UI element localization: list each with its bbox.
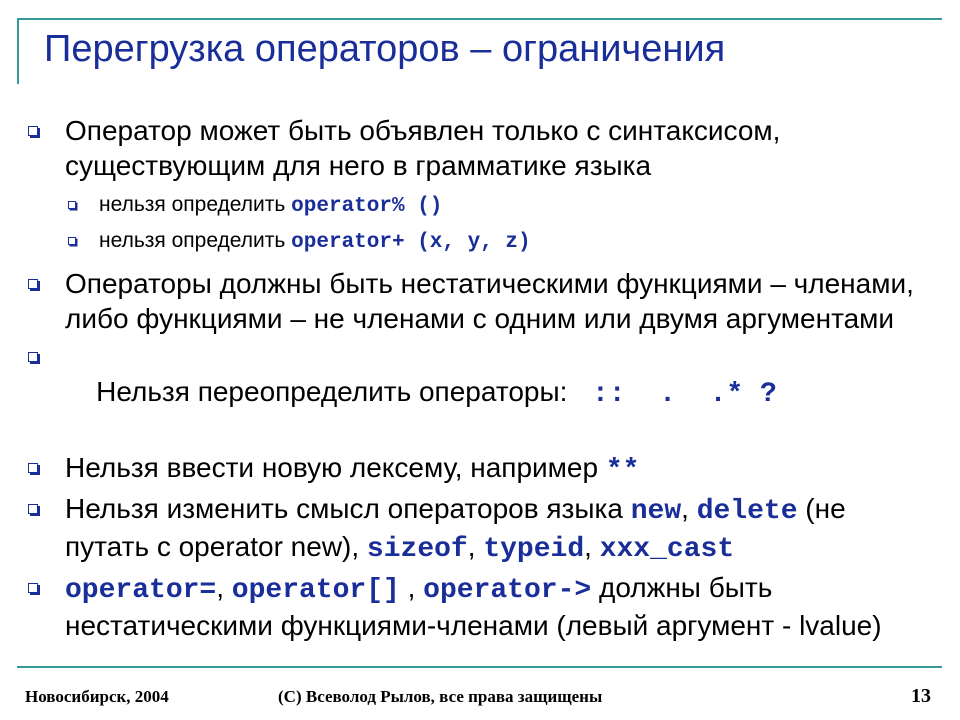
page-number: 13 bbox=[911, 685, 931, 707]
bullet-item-3 bbox=[0, 339, 915, 447]
code-part: xxx_cast bbox=[599, 534, 735, 565]
slide-content bbox=[0, 113, 960, 646]
square-bullet-icon bbox=[68, 237, 76, 245]
code-part: operator% () bbox=[291, 195, 443, 218]
code-part: delete bbox=[696, 496, 798, 527]
bullet-text bbox=[65, 115, 780, 181]
text-part: , bbox=[399, 572, 424, 603]
code-part: new bbox=[630, 496, 682, 527]
bullet-item-5 bbox=[0, 491, 915, 567]
text-part: , bbox=[467, 531, 484, 562]
footer-rule bbox=[17, 666, 942, 668]
text-part: должны быть нестатическими функциями-членами (левый аргумент - lvalue) bbox=[65, 572, 882, 641]
square-bullet-icon bbox=[28, 504, 38, 514]
text-part: Оператор может быть объявлен только с синтаксисом, существующим для него в грамматике языка bbox=[65, 115, 781, 181]
sub-bullet-item-2 bbox=[0, 224, 899, 260]
code-part: operator+ (x, y, z) bbox=[291, 231, 531, 254]
square-bullet-icon bbox=[28, 126, 38, 136]
square-bullet-icon bbox=[28, 583, 38, 593]
bullet-item-1 bbox=[0, 113, 915, 183]
code-part: operator-> bbox=[423, 575, 592, 606]
code-part: sizeof bbox=[366, 534, 468, 565]
bullet-item-4 bbox=[0, 450, 915, 488]
text-part: , bbox=[216, 572, 232, 603]
text-part: , bbox=[584, 531, 600, 562]
text-part: Операторы должны быть нестатическими функциями – членами, либо функциями – не членами с одним или двумя аргументами bbox=[65, 268, 914, 334]
square-bullet-icon bbox=[68, 201, 76, 209]
bullet-item-2 bbox=[0, 266, 915, 336]
title-rule bbox=[17, 18, 942, 20]
code-part: :: . .* ? bbox=[575, 379, 777, 410]
bullet-item-6 bbox=[0, 570, 915, 643]
code-part: typeid bbox=[483, 534, 585, 565]
square-bullet-icon bbox=[28, 352, 38, 362]
code-part: ** bbox=[605, 455, 640, 486]
title-rule-left bbox=[17, 18, 19, 84]
text-part: Нельзя ввести новую лексему, например bbox=[65, 452, 606, 483]
square-bullet-icon bbox=[28, 279, 38, 289]
footer-copyright: (C) Всеволод Рылов, все права защищены bbox=[278, 687, 603, 706]
text-part: Нельзя изменить смысл операторов языка bbox=[65, 493, 631, 524]
text-part: нельзя определить bbox=[99, 193, 292, 216]
text-part: Нельзя переопределить операторы: bbox=[96, 376, 576, 407]
text-part: , bbox=[681, 493, 697, 524]
text-part: (не путать с operator new), bbox=[65, 493, 846, 562]
footer-location: Новосибирск, 2004 bbox=[25, 687, 169, 706]
square-bullet-icon bbox=[28, 463, 38, 473]
code-part: operator= bbox=[65, 575, 217, 606]
code-part: operator[] bbox=[231, 575, 400, 606]
text-part: нельзя определить bbox=[99, 229, 292, 252]
slide-title: Перегрузка операторов – ограничения bbox=[44, 28, 726, 70]
sub-bullet-item-1 bbox=[0, 188, 899, 224]
